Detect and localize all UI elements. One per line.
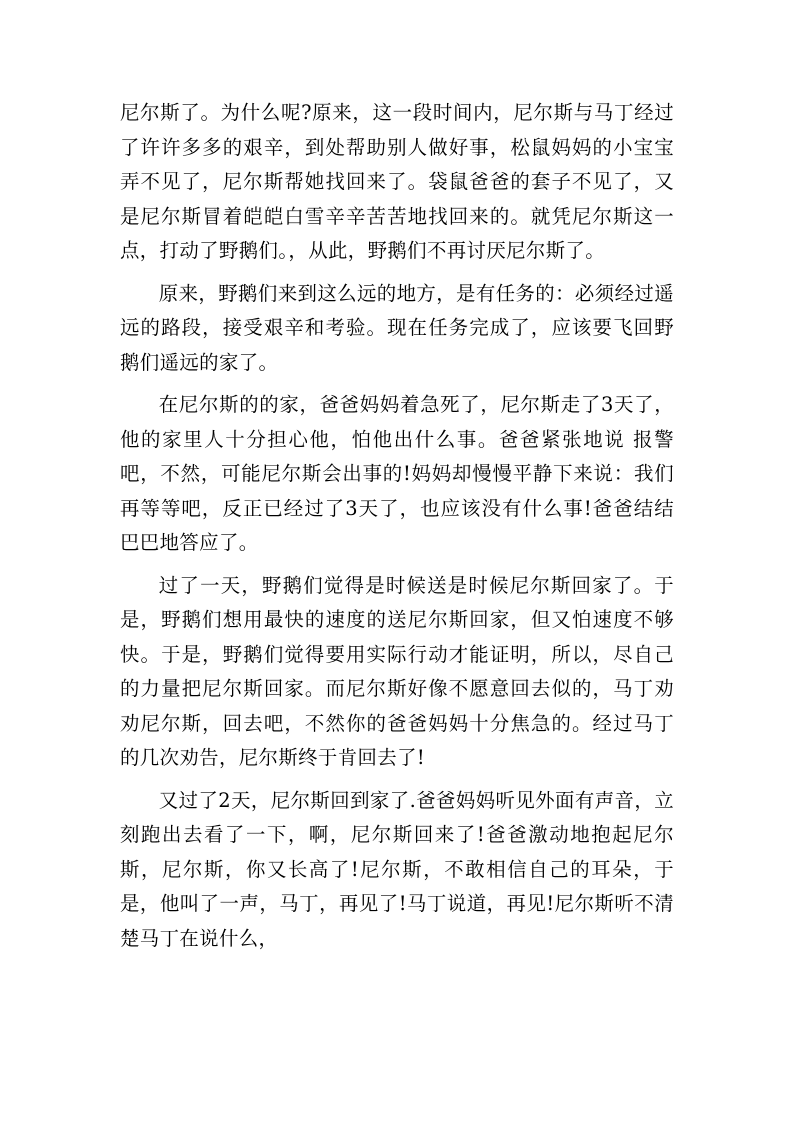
paragraph-5: 又过了2天，尼尔斯回到家了.爸爸妈妈听见外面有声音，立刻跑出去看了一下，啊，尼尔斯回来了!爸爸激动地抱起尼尔斯，尼尔斯，你又长高了!尼尔斯，不敢相信自己的耳朵，于是，他叫了一声，马丁，再见了!马丁说道，再见!尼尔斯听不清楚马丁在说什么， — [120, 788, 674, 950]
paragraph-3: 在尼尔斯的的家，爸爸妈妈着急死了，尼尔斯走了3天了，他的家里人十分担心他，怕他出什么事。爸爸紧张地说 报警吧，不然，可能尼尔斯会出事的!妈妈却慢慢平静下来说：我们再等等吧，反正已经过了3天了，也应该没有什么事!爸爸结结巴巴地答应了。 — [120, 393, 674, 554]
paragraph-1: 尼尔斯了。为什么呢?原来，这一段时间内，尼尔斯与马丁经过了许许多多的艰辛，到处帮助别人做好事，松鼠妈妈的小宝宝弄不见了，尼尔斯帮她找回来了。袋鼠爸爸的套子不见了，又是尼尔斯冒着皑皑白雪辛辛苦苦地找回来的。就凭尼尔斯这一点，打动了野鹅们。，从此，野鹅们不再讨厌尼尔斯了。 — [120, 101, 674, 262]
paragraph-4: 过了一天，野鹅们觉得是时候送是时候尼尔斯回家了。于是，野鹅们想用最快的速度的送尼尔斯回家，但又怕速度不够快。于是，野鹅们觉得要用实际行动才能证明，所以，尽自己的力量把尼尔斯回家。而尼尔斯好像不愿意回去似的，马丁劝劝尼尔斯，回去吧，不然你的爸爸妈妈十分焦急的。经过马丁的几次劝告，尼尔斯终于肯回去了! — [120, 573, 674, 769]
paragraph-2: 原来，野鹅们来到这么远的地方，是有任务的：必须经过遥远的路段，接受艰辛和考验。现在任务完成了，应该要飞回野鹅们遥远的家了。 — [120, 281, 674, 374]
